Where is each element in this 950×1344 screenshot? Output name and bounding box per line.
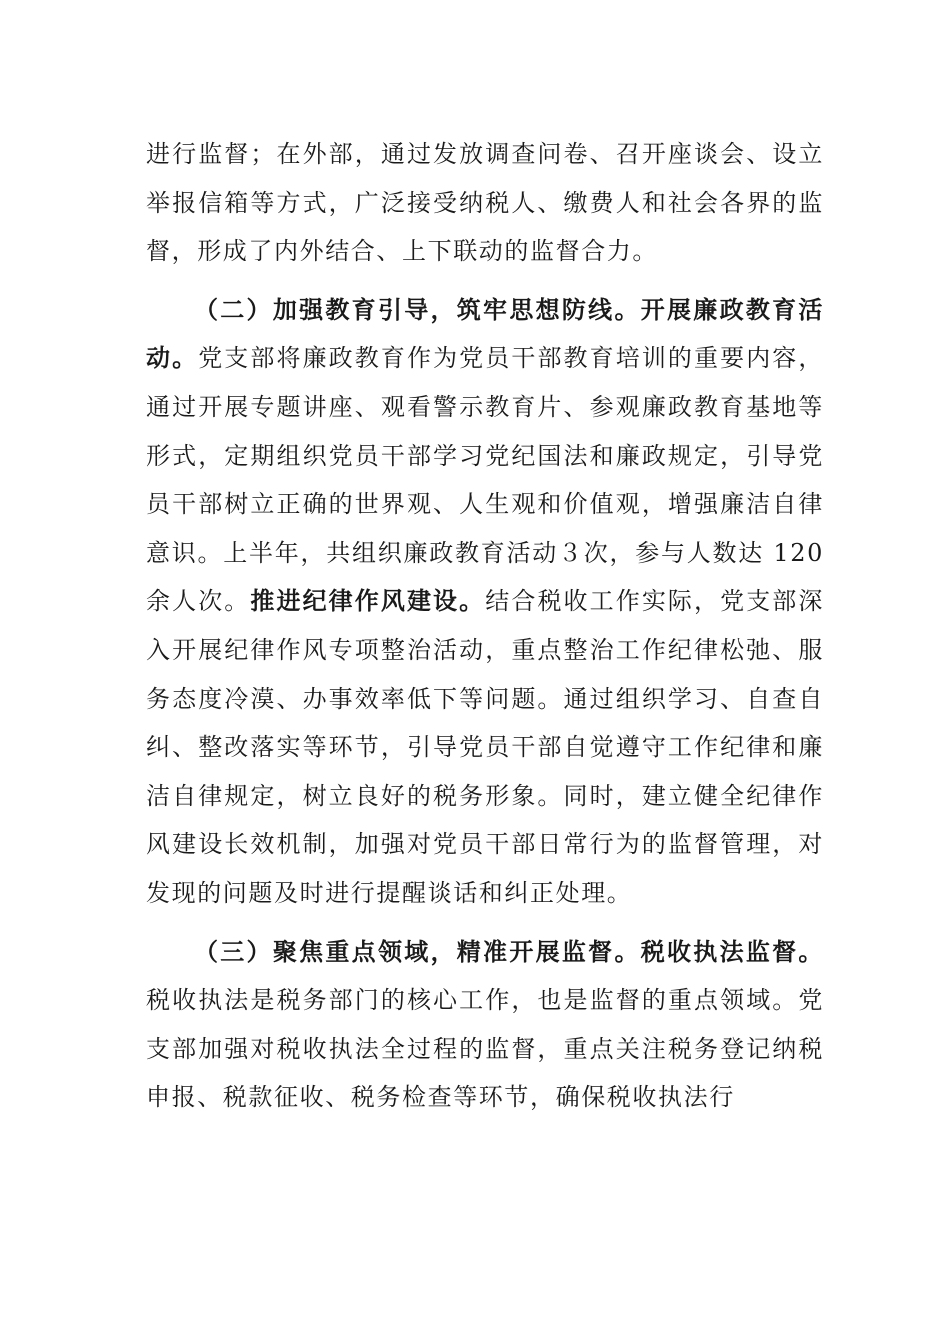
paragraph-continuation [146,130,824,276]
section-two-heading: （二）加强教育引导，筑牢思想防线。 [194,294,641,324]
section-three-heading: （三）聚焦重点领域，精准开展监督。 [194,936,641,966]
body-tax-enforcement: 税收执法是税务部门的核心工作，也是监督的重点领域。党支部加强对税收执法全过程的监督，重点关注税务登记纳税申报、税款征收、税务检查等环节，确保税收执法行 [146,986,824,1112]
subheading-integrity-education: 开展廉政教育活动。 [146,294,825,373]
body-integrity-education: 党支部将廉政教育作为党员干部教育培训的重要内容，通过开展专题讲座、观看警示教育片、参观廉政教育基地等形式，定期组织党员干部学习党纪国法和廉政规定，引导党员干部树立正确的世界观、人生观和价值观，增强廉洁自律意识。上半年，共组织廉政教育活动３次，参与人数达 120 余人次。 [146,344,825,616]
subheading-tax-enforcement: 税收执法监督。 [640,936,825,966]
body-discipline-style: 结合税收工作实际，党支部深入开展纪律作风专项整治活动，重点整治工作纪律松弛、服务态度冷漠、办事效率低下等问题。通过组织学习、自查自纠、整改落实等环节，引导党员干部自觉遵守工作纪律和廉洁自律规定，树立良好的税务形象。同时，建立健全纪律作风建设长效机制，加强对党员干部日常行为的监督管理，对发现的问题及时进行提醒谈话和纠正处理。 [146,587,824,907]
section-two-paragraph [146,286,824,918]
document-body [146,130,824,1122]
subheading-discipline-style: 推进纪律作风建设。 [250,586,486,616]
paragraph-text: 进行监督；在外部，通过发放调查问卷、召开座谈会、设立举报信箱等方式，广泛接受纳税人、缴费人和社会各界的监督，形成了内外结合、上下联动的监督合力。 [146,140,824,266]
section-three-paragraph [146,928,824,1122]
